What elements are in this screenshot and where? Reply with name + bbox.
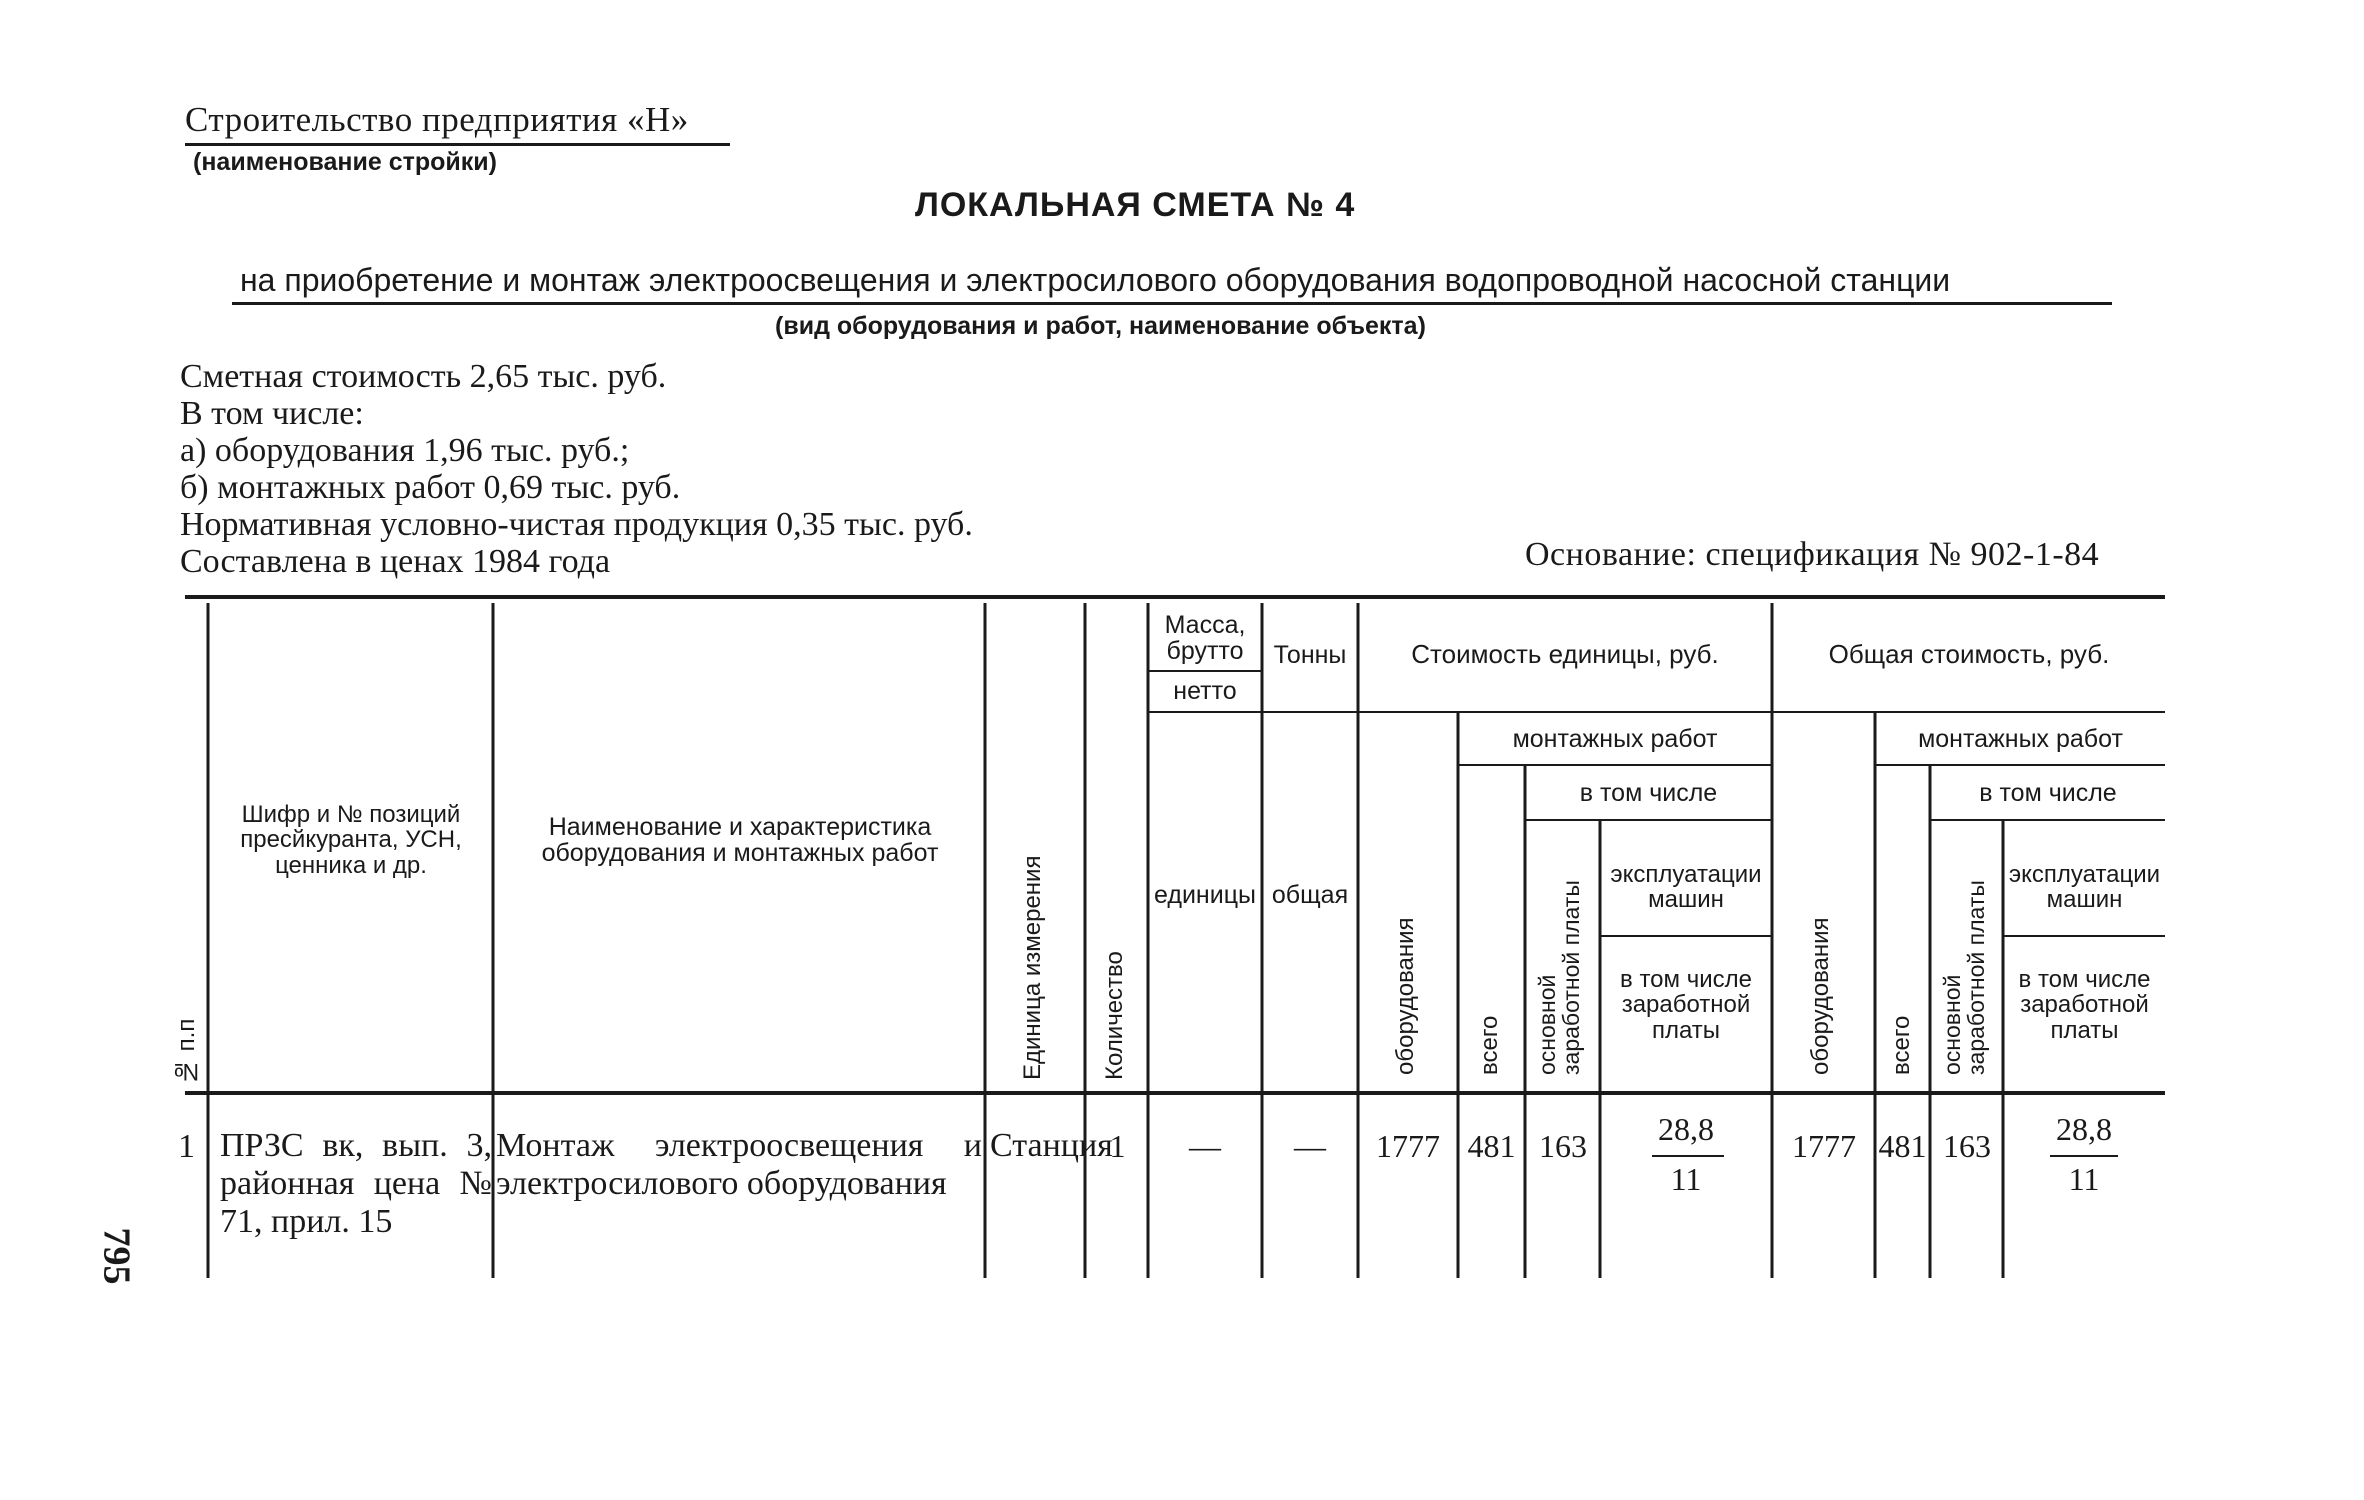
header-uc-equipment: оборудования	[1392, 917, 1419, 1075]
row-uc-machines-wage: 11	[1670, 1161, 1702, 1197]
header-uc-vsego: всего	[1476, 1015, 1503, 1075]
row-tc-base-wage: 163	[1943, 1128, 1991, 1164]
construction-caption: (наименование стройки)	[193, 148, 497, 176]
document-title: ЛОКАЛЬНАЯ СМЕТА № 4	[915, 186, 1356, 224]
row-uc-base-wage: 163	[1539, 1128, 1587, 1164]
header-uc-machines: эксплуатации машин	[1610, 860, 1762, 913]
header-uc-base-wage: основной заработной платы	[1534, 880, 1585, 1075]
header-total-cost: Общая стоимость, руб.	[1828, 639, 2110, 670]
row-uc-equipment: 1777	[1376, 1128, 1440, 1164]
header-mass: Масса, брутто	[1164, 610, 1246, 665]
header-unit-mass: единицы	[1154, 880, 1256, 909]
header-tc-installation: монтажных работ	[1918, 724, 2123, 753]
row-tc-machines-wage: 11	[2068, 1161, 2100, 1197]
normative-production: Нормативная условно-чистая продукция 0,35 тыс. руб.	[180, 506, 973, 543]
row-code: ПРЗС вк, вып. 3, районная цена № 71, прил. 15	[220, 1127, 492, 1240]
header-name: Наименование и характеристика оборудования и монтажных работ	[541, 812, 939, 867]
equipment-cost: а) оборудования 1,96 тыс. руб.;	[180, 432, 630, 469]
header-tc-base-wage: основной заработной платы	[1939, 880, 1990, 1075]
header-uc-installation: монтажных работ	[1512, 724, 1718, 753]
row-tc-machines: 28,8	[2056, 1111, 2112, 1147]
row-qty: 1	[1109, 1128, 1126, 1164]
header-unit: Единица измерения	[1019, 855, 1046, 1080]
row-uc-machines: 28,8	[1658, 1111, 1714, 1147]
tc-fraction-line	[2050, 1155, 2118, 1157]
header-unit-cost: Стоимость единицы, руб.	[1411, 639, 1719, 670]
header-tons: Тонны	[1273, 640, 1347, 669]
subject-caption: (вид оборудования и работ, наименование объекта)	[775, 312, 1426, 340]
estimated-cost: Сметная стоимость 2,65 тыс. руб.	[180, 358, 667, 395]
header-code: Шифр и № позиций пресйкуранта, УСН, ценника и др.	[240, 801, 462, 879]
installation-cost: б) монтажных работ 0,69 тыс. руб.	[180, 469, 681, 506]
row-unit: Станция	[990, 1127, 1113, 1164]
row-num: 1	[178, 1128, 195, 1165]
header-qty: Количество	[1101, 951, 1128, 1080]
price-base: Составлена в ценах 1984 года	[180, 543, 611, 580]
row-name: Монтаж электроосвещения и электросилового оборудования	[496, 1127, 982, 1202]
header-netto: нетто	[1173, 676, 1237, 705]
header-num: № п.п	[173, 1018, 200, 1085]
row-uc-total: 481	[1467, 1128, 1516, 1164]
uc-fraction-line	[1652, 1155, 1724, 1157]
including-label: В том числе:	[180, 395, 364, 432]
row-mass-unit: —	[1189, 1128, 1221, 1164]
row-tc-total: 481	[1878, 1128, 1927, 1164]
row-mass-total: —	[1294, 1128, 1326, 1164]
header-uc-including: в том числе	[1579, 778, 1718, 807]
header-tc-vsego: всего	[1888, 1015, 1915, 1075]
header-tc-incl-wage: в том числе заработной платы	[2018, 966, 2151, 1044]
header-tc-equipment: оборудования	[1807, 917, 1834, 1075]
header-tc-including: в том числе	[1979, 778, 2117, 807]
estimate-subject: на приобретение и монтаж электроосвещения и электросилового оборудования водопроводной насосной станции	[240, 262, 1951, 298]
header-uc-incl-wage: в том числе заработной платы	[1620, 966, 1752, 1044]
construction-name: Строительство предприятия «Н»	[185, 100, 689, 139]
row-tc-equipment: 1777	[1792, 1128, 1856, 1164]
basis-text: Основание: спецификация № 902-1-84	[1525, 536, 2100, 573]
page-number: 795	[95, 1227, 138, 1285]
header-total-mass: общая	[1271, 880, 1349, 909]
header-tc-machines: эксплуатации машин	[2008, 860, 2161, 913]
